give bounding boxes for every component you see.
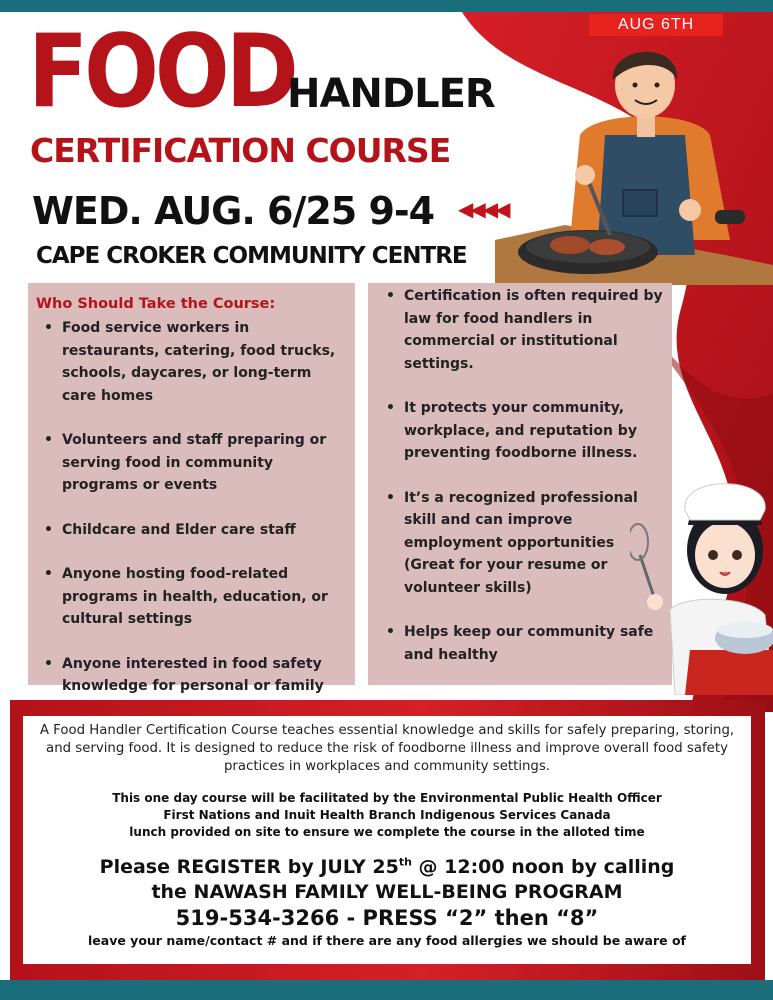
course-venue: CAPE CROKER COMMUNITY CENTRE bbox=[36, 243, 467, 269]
phone-number: 519-534-3266 - PRESS “2” then “8” bbox=[175, 906, 599, 930]
registration-info bbox=[23, 855, 751, 905]
title-handler: HANDLER bbox=[287, 71, 495, 117]
register-deadline bbox=[23, 855, 751, 880]
list-item: • Anyone hosting food-related programs in health, education, or cultural settings bbox=[62, 563, 342, 631]
top-teal-bar bbox=[0, 0, 773, 12]
date-badge: AUG 6TH bbox=[589, 14, 723, 36]
program-name: the NAWASH FAMILY WELL-BEING PROGRAM bbox=[151, 881, 623, 903]
course-description: A Food Handler Certification Course teaches essential knowledge and skills for safely preparing, storing, and serving food. It is designed to reduce the risk of foodborne illness and improve overall food safety practices in workplaces and community settings. bbox=[39, 723, 735, 774]
course-info-box bbox=[23, 716, 751, 964]
who-list bbox=[62, 317, 342, 720]
course-info-frame bbox=[10, 700, 765, 980]
arrow-left-icons: ◀◀◀◀ bbox=[458, 197, 508, 221]
list-item: • Helps keep our community safe and healthy bbox=[404, 621, 669, 666]
list-item: • It protects your community, workplace, and reputation by preventing foodborne illness. bbox=[404, 397, 669, 465]
lunch-note: lunch provided on site to ensure we complete the course in the alloted time bbox=[129, 825, 645, 839]
facilitator-line: This one day course will be facilitated by the Environmental Public Health Officer bbox=[112, 791, 662, 805]
who-should-take-panel bbox=[28, 283, 355, 694]
who-heading: Who Should Take the Course: bbox=[36, 296, 276, 312]
why-certify-panel bbox=[368, 283, 672, 685]
course-date-time: WED. AUG. 6/25 9-4 bbox=[32, 189, 435, 233]
female-chef-illustration bbox=[630, 470, 773, 695]
leave-message-note: leave your name/contact # and if there are any food allergies we should be aware of bbox=[88, 933, 686, 948]
title-food: FOOD bbox=[28, 11, 295, 131]
title-certification: CERTIFICATION COURSE bbox=[30, 131, 451, 170]
list-item: • Volunteers and staff preparing or serving food in community programs or events bbox=[62, 429, 342, 497]
register-superscript: th bbox=[398, 855, 412, 869]
facilitator-line: First Nations and Inuit Health Branch Indigenous Services Canada bbox=[163, 808, 611, 822]
facilitator-info bbox=[23, 790, 751, 841]
bottom-teal-bar bbox=[0, 980, 773, 1000]
register-text: Please REGISTER by JULY 25 bbox=[99, 856, 399, 878]
list-item: • Anyone interested in food safety knowledge for personal or family bbox=[62, 653, 342, 721]
list-item: • Certification is often required by law for food handlers in commercial or institutional settings. bbox=[404, 285, 669, 375]
list-item: • Food service workers in restaurants, catering, food trucks, schools, daycares, or long-term care homes bbox=[62, 317, 342, 407]
list-item: • Childcare and Elder care staff bbox=[62, 519, 342, 542]
register-text: @ 12:00 noon by calling bbox=[411, 856, 675, 878]
chef-cooking-illustration bbox=[485, 40, 773, 285]
list-item: • It’s a recognized professional skill and can improve employment opportunities (Great for your resume or volunteer skills) bbox=[404, 487, 669, 600]
